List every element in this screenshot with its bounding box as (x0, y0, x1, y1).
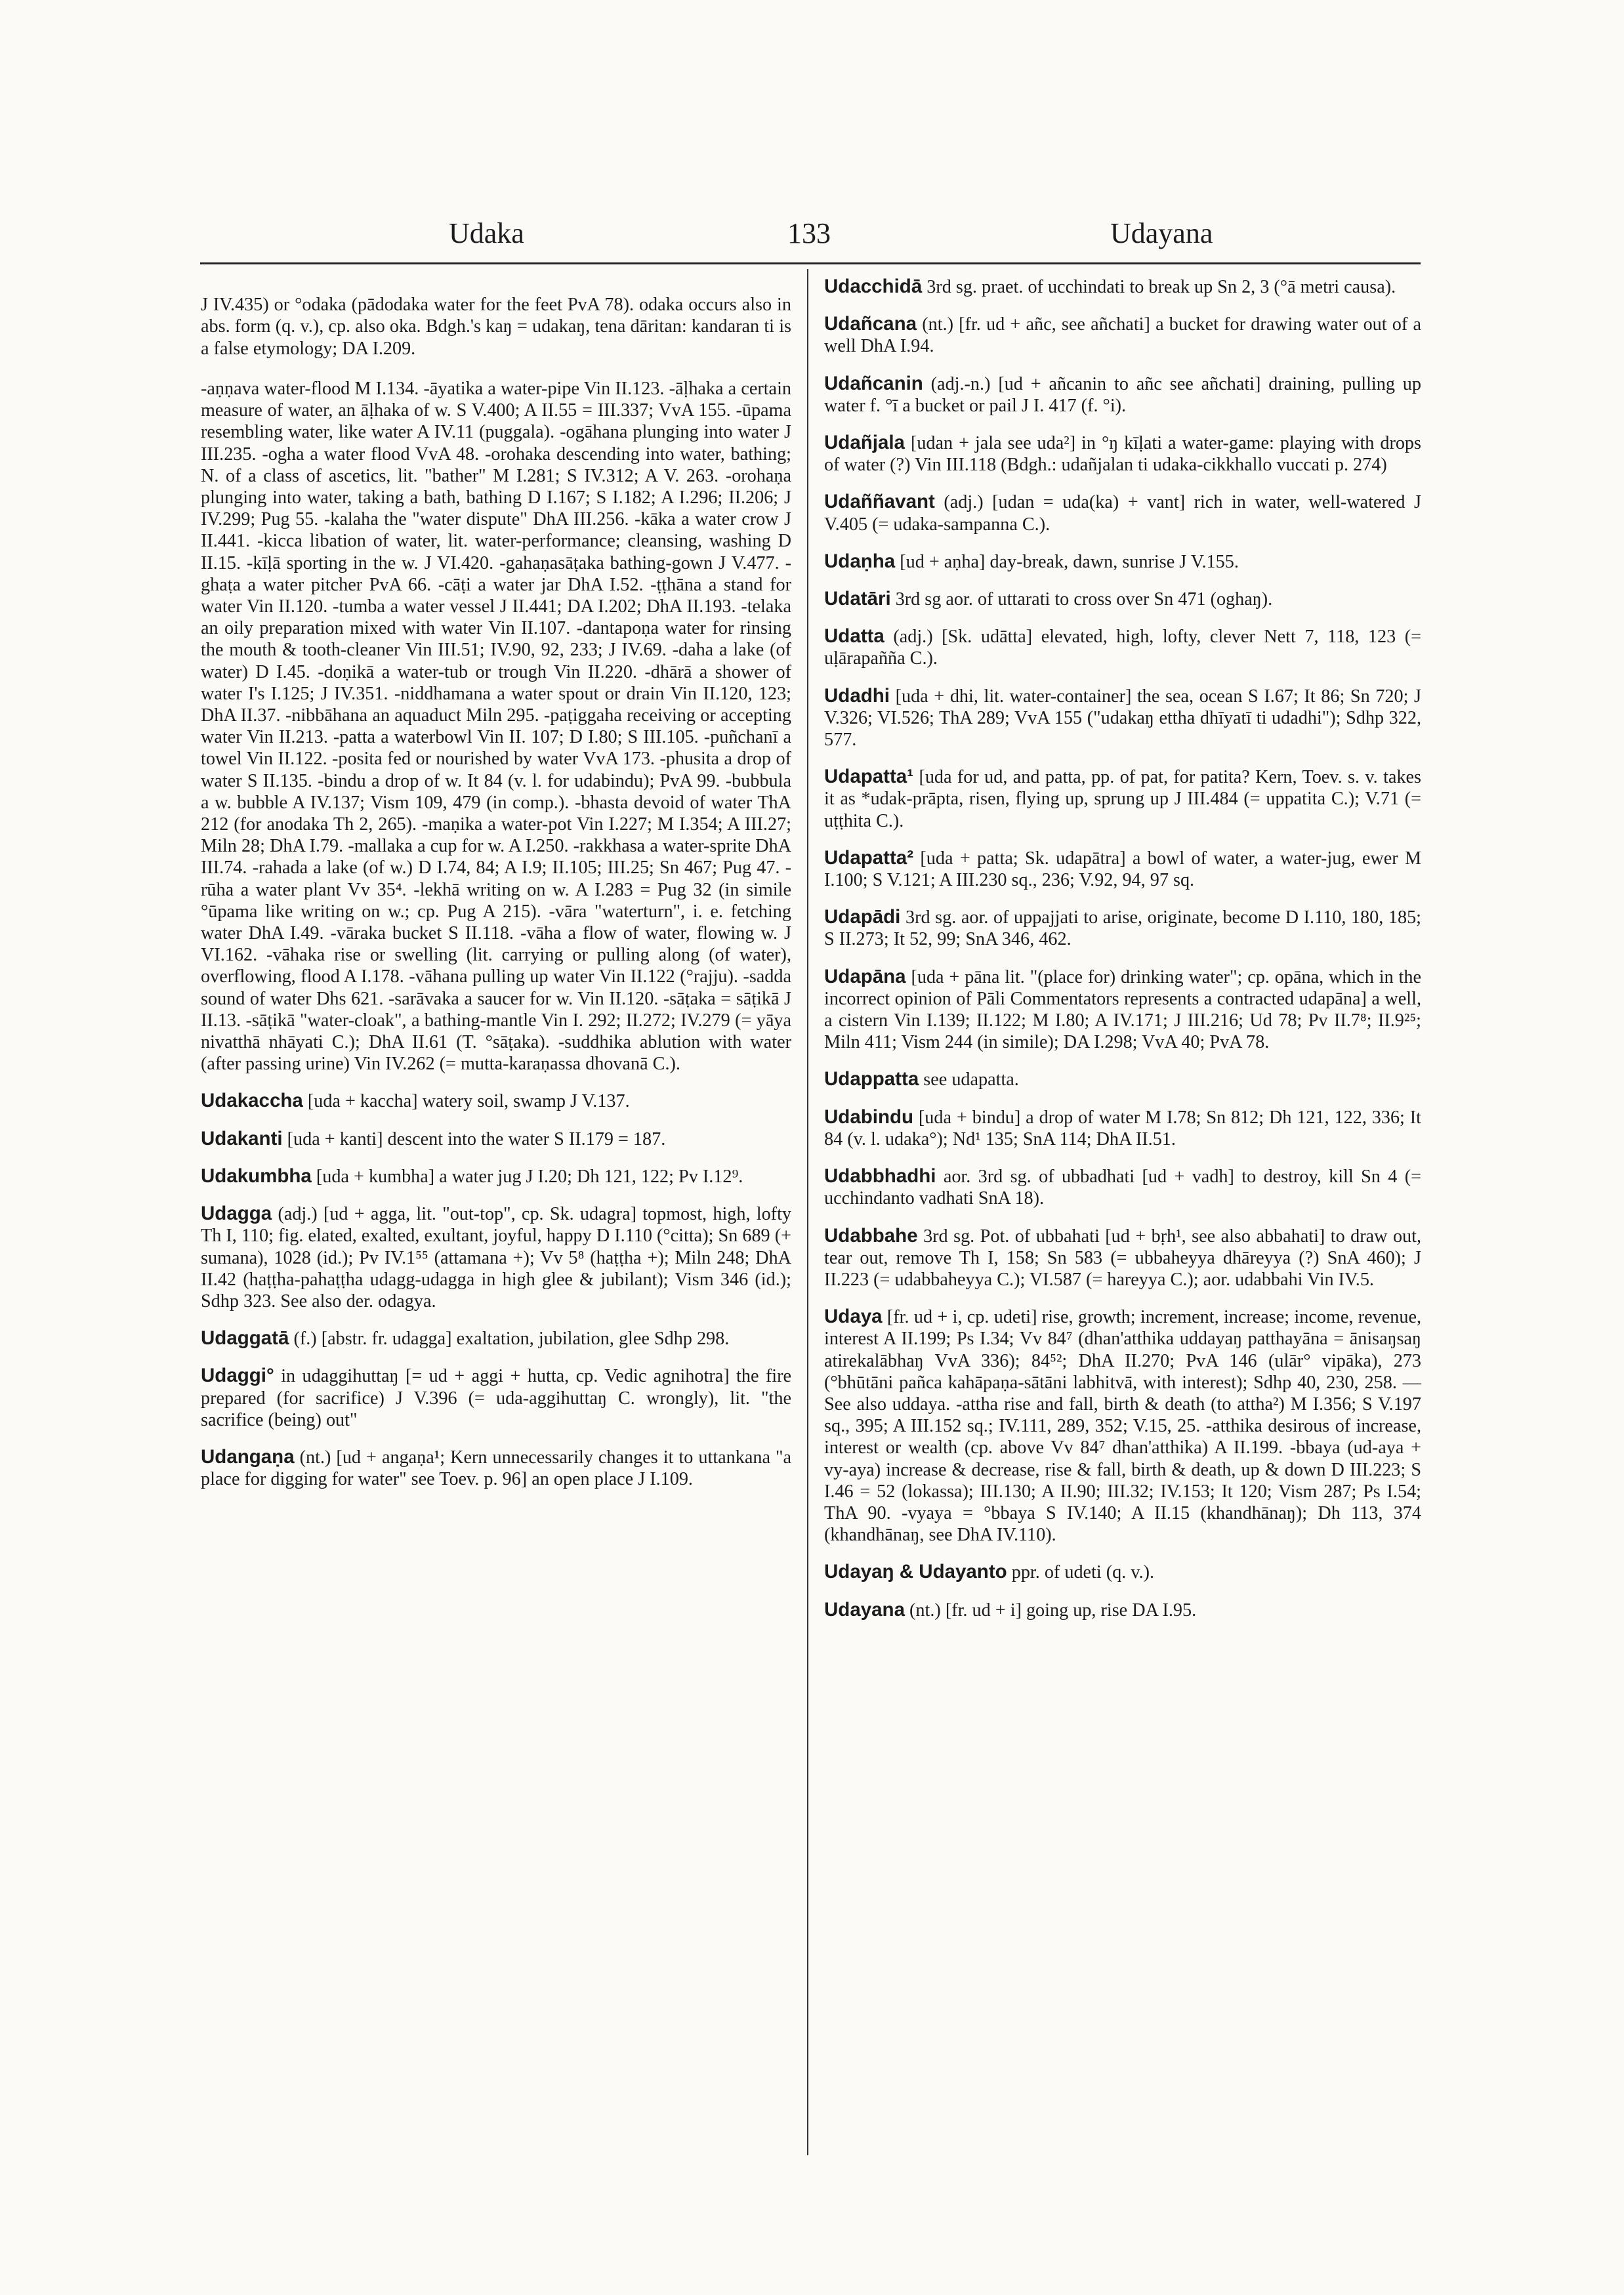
column-divider (807, 269, 808, 2155)
definition: (nt.) [fr. ud + añc, see añchati] a bucket for drawing water out of a well DhA I.94. (824, 314, 1422, 357)
headword: Udangaṇa (201, 1445, 295, 1468)
dictionary-entry (824, 1225, 1421, 1291)
headword: Udabbahe (824, 1224, 918, 1247)
definition: 3rd sg aor. of uttarati to cross over Sn 471 (oghaŋ). (895, 589, 1273, 610)
headword: Udadhi (824, 684, 890, 707)
definition: [uda + patta; Sk. udapātra] a bowl of water, a water-jug, ewer M I.100; S V.121; A III.230 sq., 236; V.92, 94, 97 sq. (824, 848, 1422, 891)
dictionary-entry (824, 766, 1421, 832)
headword: Udabindu (824, 1106, 914, 1128)
definition: [uda + kanti] descent into the water S II.179 = 187. (287, 1128, 666, 1149)
definition: in udaggihuttaŋ [= ud + aggi + hutta, cp. Vedic agnihotra] the fire prepared (for sacrifice) J V.396 (= uda-aggihuttaŋ C. wrongly), lit. "the sacrifice (being) out" (201, 1366, 792, 1430)
dictionary-entry (824, 550, 1421, 573)
definition: [uda + kaccha] watery soil, swamp J V.137. (307, 1091, 630, 1112)
dictionary-entry (824, 491, 1421, 535)
dictionary-entry (824, 1599, 1421, 1621)
headword: Udakumbha (201, 1165, 312, 1187)
definition: 3rd sg. aor. of uppajjati to arise, originate, become D I.110, 180, 185; S II.273; It 52, 99; SnA 346, 462. (824, 907, 1421, 950)
dictionary-entry (824, 1561, 1421, 1583)
left-column (201, 276, 791, 1505)
dictionary-entry (824, 625, 1421, 669)
dictionary-entry (824, 313, 1421, 357)
headword: Udakaccha (201, 1090, 303, 1112)
headword: Udaggi° (201, 1365, 274, 1387)
definition: (nt.) [fr. ud + i] going up, rise DA I.95. (909, 1600, 1197, 1621)
headword: Udappatta (824, 1068, 919, 1090)
headword: Udagga (201, 1203, 272, 1225)
definition: see udapatta. (923, 1069, 1019, 1090)
definition: [ud + aṇha] day-break, dawn, sunrise J V.155. (900, 551, 1239, 572)
dictionary-entry (824, 1106, 1421, 1150)
dictionary-entry (824, 373, 1421, 417)
headword: Udakanti (201, 1127, 283, 1149)
headword: Udañcana (824, 313, 917, 335)
definition: (adj.) [ud + agga, lit. "out-top", cp. Sk. udagra] topmost, high, lofty Th I, 110; fig. elated, exalted, exultant, joyful, happy D I.110 (°citta); Sn 689 (+ sumana), 1028 (id.); Pv IV.1⁵⁵ (attamana +); Vv 5⁸ (haṭṭha +); Miln 248; DhA II.42 (haṭṭha-pahaṭṭha udagg-udagga in high glee & jubilant); Vism 346 (id.); Sdhp 323. See also der. odagya. (201, 1204, 791, 1312)
dictionary-entry (824, 1068, 1421, 1090)
right-column (824, 276, 1421, 1636)
dictionary-entry (824, 1165, 1421, 1209)
headword: Udacchidā (824, 276, 923, 297)
definition: (adj.-n.) [ud + añcanin to añc see añchati] draining, pulling up water f. °ī a bucket or pail J I. 417 (f. °i). (824, 373, 1421, 416)
headword: Udayaŋ & Udayanto (824, 1561, 1007, 1583)
definition: [uda for ud, and patta, pp. of pat, for patita? Kern, Toev. s. v. takes it as *udak-prāpta, risen, flying up, sprung up J III.484 (= uppatita C.); V.71 (= uṭṭhita C.). (824, 767, 1422, 831)
dictionary-entry (824, 276, 1421, 298)
definition: (adj.) [Sk. udātta] elevated, high, lofty, clever Nett 7, 118, 123 (= uḷārapañña C.). (824, 627, 1421, 669)
definition: ppr. of udeti (q. v.). (1011, 1562, 1155, 1583)
headword: Udapādi (824, 906, 901, 928)
headword: Udatta (824, 625, 885, 648)
definition: [fr. ud + i, cp. udeti] rise, growth; increment, increase; income, revenue, interest A II.199; Ps I.34; Vv 84⁷ (dhan'atthika uddayaŋ patthayāna = ānisaŋsaŋ atirekalābhaŋ VvA 336); 84⁵²; DhA II.270; PvA 146 (ulār° vipāka), 273 (°bhūtāni pañca kahāpaṇa-sātāni labhitvā, with interest); Sdhp 40, 230, 258. — See also uddaya. -attha rise and fall, birth & death (to attha²) M I.356; S V.197 sq., 395; A III.152 sq.; IV.111, 289, 352; V.15, 25. -atthika desirous of increase, interest or wealth (cp. above Vv 84⁷ dhan'atthika) A II.199. -bbaya (ud-aya + vy-aya) increase & decrease, rise & fall, birth & death, up & down D III.223; S I.46 = 52 (lokassa); III.130; A II.90; III.32; IV.153; It 120; Vism 287; Ps I.54; ThA 90. -vyaya = °bbaya S IV.140; A II.15 (khandhānaŋ); Dh 113, 374 (khandhānaŋ, see DhA IV.110). (824, 1307, 1422, 1546)
definition: 3rd sg. Pot. of ubbahati [ud + bṛh¹, see also abbahati] to draw out, tear out, remove Th I, 158; Sn 583 (= ubbaheyya dhāreyya (?) SnA 460); J II.223 (= udabbaheyya C.); VI.587 (= hareyya C.); aor. udabbahi Vin IV.5. (824, 1226, 1422, 1290)
dictionary-entry (201, 1365, 791, 1431)
headword: Udayana (824, 1598, 905, 1621)
definition: [uda + kumbha] a water jug J I.20; Dh 121, 122; Pv I.12⁹. (316, 1166, 743, 1187)
dictionary-entry (824, 906, 1421, 950)
headword: Udañcanin (824, 372, 923, 394)
headword: Udapatta² (824, 846, 914, 869)
dictionary-entry (824, 685, 1421, 751)
dictionary-entry (201, 1203, 791, 1312)
headword: Udabbhadhi (824, 1165, 936, 1188)
running-head-left: Udaka (449, 217, 524, 249)
page-number: 133 (787, 217, 831, 249)
headword: Udatāri (824, 588, 891, 610)
definition: [uda + pāna lit. "(place for) drinking water"; cp. opāna, which in the incorrect opinion of Pāli Commentators represents a contracted udapāna] a well, a cistern Vin I.139; II.122; M I.80; A IV.171; J III.216; Ud 78; Pv II.7⁸; II.9²⁵; Miln 411; Vism 244 (in simile); DA I.298; VvA 40; PvA 78. (824, 966, 1421, 1053)
dictionary-entry (824, 432, 1421, 476)
definition: (f.) [abstr. fr. udagga] exaltation, jubilation, glee Sdhp 298. (293, 1329, 730, 1350)
definition: [uda + bindu] a drop of water M I.78; Sn 812; Dh 121, 122, 336; It 84 (v. l. udaka°); Nd¹ 135; SnA 114; DhA II.51. (824, 1107, 1422, 1149)
headword: Udaññavant (824, 491, 935, 513)
dictionary-entry (824, 1306, 1421, 1546)
definition: [uda + dhi, lit. water-container] the sea, ocean S I.67; It 86; Sn 720; J V.326; VI.526; ThA 289; VvA 155 ("udakaŋ ettha dhīyatī ti udadhi"); Sdhp 322, 577. (824, 686, 1421, 751)
headword: Udaggatā (201, 1327, 289, 1350)
dictionary-entry (201, 1165, 791, 1188)
header-rule (200, 262, 1421, 264)
headword: Udaya (824, 1306, 883, 1328)
dictionary-entry (201, 1090, 791, 1112)
dictionary-entry (201, 1327, 791, 1350)
headword: Udañjala (824, 432, 905, 454)
running-head-right: Udayana (1110, 217, 1213, 249)
dictionary-entry (824, 847, 1421, 891)
headword: Udaṇha (824, 550, 896, 572)
dictionary-entry (824, 588, 1421, 610)
definition: [udan + jala see uda²] in °ŋ kīḷati a water-game: playing with drops of water (?) Vin III.118 (Bdgh.: udañjalan ti udaka-cikkhallo vuccati p. 274) (824, 433, 1421, 476)
dictionary-entry (824, 966, 1421, 1054)
headword: Udapatta¹ (824, 766, 914, 788)
definition: (nt.) [ud + angaṇa¹; Kern unnecessarily changes it to uttankana "a place for digging for water" see Toev. p. 96] an open place J I.109. (201, 1447, 792, 1490)
definition: 3rd sg. praet. of ucchindati to break up Sn 2, 3 (°ā metri causa). (927, 277, 1396, 297)
definition: aor. 3rd sg. of ubbadhati [ud + vadh] to destroy, kill Sn 4 (= ucchindanto vadhati SnA 18). (824, 1167, 1421, 1209)
compounds-paragraph: -aṇṇava water-flood M I.134. -āyatika a water-pipe Vin II.123. -āḷhaka a certain measure of water, an āḷhaka of w. S V.400; A II.55 = III.337; VvA 155. -ūpama resembling water, like water A IV.11 (puggala). -ogāhana plunging into water J III.235. -ogha a water flood VvA 48. -orohaka descending into water, bathing; N. of a class of ascetics, lit. "bather" M I.281; S IV.312; A V. 263. -orohaṇa plunging into water, taking a bath, bathing D I.167; S I.182; A I.296; II.206; J IV.299; Pug 55. -kalaha the "water dispute" DhA III.256. -kāka a water crow J II.441. -kicca libation of water, lit. water-performance; cleansing, washing D II.15. -kīḷā sporting in the w. J VI.420. -gahaṇasāṭaka bathing-gown J V.477. -ghaṭa a water pitcher PvA 66. -cāṭi a water jar DhA I.52. -ṭṭhāna a stand for water Vin II.120. -tumba a water vessel J II.441; DA I.202; DhA II.193. -telaka an oily preparation mixed with water Vin II.107. -dantapoṇa water for rinsing the mouth & tooth-cleaner Vin III.51; IV.90, 92, 233; J IV.69. -daha a lake (of water) D I.45. -doṇikā a water-tub or trough Vin II.220. -dhārā a shower of water I's I.125; J IV.351. -niddhamana a water spout or drain Vin II.120, 123; DhA II.37. -nibbāhana an aquaduct Miln 295. -paṭiggaha receiving or accepting water Vin II.213. -patta a waterbowl Vin II. 107; D I.80; S III.105. -puñchanī a towel Vin II.122. -posita fed or nourished by water VvA 173. -phusita a drop of water S II.135. -bindu a drop of w. It 84 (v. l. for udabindu); PvA 99. -bubbula a w. bubble A IV.137; Vism 109, 479 (in comp.). -bhasta devoid of water ThA 212 (for anodaka Th 2, 265). -maṇika a water-pot Vin I.227; M I.354; A III.27; Miln 28; DhA I.79. -mallaka a cup for w. A I.250. -rakkhasa a water-sprite DhA III.74. -rahada a lake (of w.) D I.74, 84; A I.9; II.105; III.25; Sn 467; Pug 47. -rūha a water plant Vv 35⁴. -lekhā writing on w. A I.283 = Pug 32 (in simile °ūpama like writing on w.; cp. Pug A 215). -vāra "waterturn", i. e. fetching water DhA I.49. -vāraka bucket S II.118. -vāha a flow of water, flowing w. J VI.162. -vāhaka rise or swelling (lit. carrying or pulling along (of water), overflowing, flood A I.178. -vāhana pulling up water Vin II.122 (°rajju). -sadda sound of water Dhs 621. -sarāvaka a saucer for w. Vin II.120. -sāṭaka = sāṭikā J II.13. -sāṭikā "water-cloak", a bathing-mantle Vin I. 292; II.272; IV.279 (= yāya nivatthā nhāyati C.); DhA II.61 (T. °sāṭaka). -suddhika ablution with water (after passing urine) Vin IV.262 (= mutta-karaṇassa dhovanā C.). (201, 378, 791, 1075)
definition: (adj.) [udan = uda(ka) + vant] rich in water, well-watered J V.405 (= udaka-sampanna C.). (824, 492, 1422, 535)
dictionary-entry (201, 1446, 791, 1490)
continuation-paragraph: J IV.435) or °odaka (pādodaka water for the feet PvA 78). odaka occurs also in abs. form (q. v.), cp. also oka. Bdgh.'s kaŋ = udakaŋ, tena dāritan: kandaran ti is a false etymology; DA I.209. (201, 295, 791, 359)
dictionary-entry (201, 1128, 791, 1150)
headword: Udapāna (824, 965, 906, 987)
